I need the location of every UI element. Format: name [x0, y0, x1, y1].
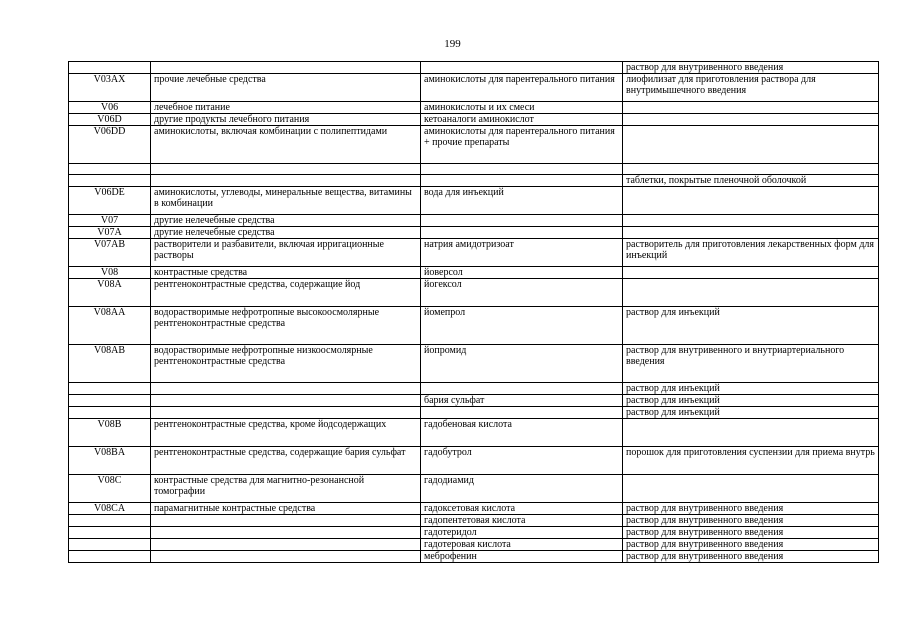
cell-form: раствор для инъекций — [623, 395, 879, 407]
cell-code — [69, 395, 151, 407]
table-row — [69, 175, 879, 187]
cell-code: V08BA — [69, 447, 151, 475]
cell-form: таблетки, покрытые пленочной оболочкой — [623, 175, 879, 187]
table-row — [69, 515, 879, 527]
cell-form — [623, 187, 879, 215]
cell-code — [69, 383, 151, 395]
table-row — [69, 114, 879, 126]
cell-code: V08B — [69, 419, 151, 447]
cell-form: раствор для внутривенного введения — [623, 527, 879, 539]
cell-form: раствор для внутривенного введения — [623, 539, 879, 551]
table-row — [69, 345, 879, 383]
cell-form — [623, 227, 879, 239]
cell-group: лечебное питание — [151, 102, 421, 114]
cell-drug: гадобутрол — [421, 447, 623, 475]
cell-code: V06DE — [69, 187, 151, 215]
cell-code — [69, 164, 151, 175]
cell-group — [151, 164, 421, 175]
table-row — [69, 126, 879, 164]
cell-group — [151, 551, 421, 563]
cell-form: порошок для приготовления суспензии для приема внутрь — [623, 447, 879, 475]
table-row — [69, 227, 879, 239]
table-row — [69, 407, 879, 419]
cell-group — [151, 527, 421, 539]
table-row — [69, 164, 879, 175]
cell-form: раствор для инъекций — [623, 307, 879, 345]
cell-drug: йогексол — [421, 279, 623, 307]
cell-drug — [421, 175, 623, 187]
cell-drug: йомепрол — [421, 307, 623, 345]
cell-drug — [421, 215, 623, 227]
cell-code — [69, 527, 151, 539]
cell-drug: аминокислоты и их смеси — [421, 102, 623, 114]
table-row — [69, 267, 879, 279]
cell-form: раствор для внутривенного введения — [623, 515, 879, 527]
cell-form — [623, 164, 879, 175]
table-row — [69, 239, 879, 267]
cell-drug — [421, 227, 623, 239]
cell-form: раствор для внутривенного введения — [623, 551, 879, 563]
cell-drug — [421, 407, 623, 419]
cell-code: V06DD — [69, 126, 151, 164]
cell-group: другие нелечебные средства — [151, 227, 421, 239]
cell-group — [151, 515, 421, 527]
cell-drug: гадобеновая кислота — [421, 419, 623, 447]
cell-form: раствор для внутривенного введения — [623, 62, 879, 74]
cell-form — [623, 419, 879, 447]
cell-code — [69, 175, 151, 187]
table-row — [69, 187, 879, 215]
table-row — [69, 503, 879, 515]
cell-form — [623, 475, 879, 503]
cell-code: V08A — [69, 279, 151, 307]
table-row — [69, 395, 879, 407]
table-row — [69, 279, 879, 307]
cell-code: V06 — [69, 102, 151, 114]
cell-drug — [421, 383, 623, 395]
cell-code: V03AX — [69, 74, 151, 102]
cell-group: аминокислоты, включая комбинации с полипептидами — [151, 126, 421, 164]
table-row — [69, 62, 879, 74]
cell-form: раствор для внутривенного и внутриартериального введения — [623, 345, 879, 383]
cell-form — [623, 279, 879, 307]
cell-group: контрастные средства — [151, 267, 421, 279]
cell-drug: вода для инъекций — [421, 187, 623, 215]
cell-drug: гадопентетовая кислота — [421, 515, 623, 527]
cell-code — [69, 515, 151, 527]
cell-code: V07AB — [69, 239, 151, 267]
cell-drug: натрия амидотризоат — [421, 239, 623, 267]
cell-group: прочие лечебные средства — [151, 74, 421, 102]
table-row — [69, 527, 879, 539]
cell-code: V08AA — [69, 307, 151, 345]
cell-group: растворители и разбавители, включая ирригационные растворы — [151, 239, 421, 267]
cell-group: парамагнитные контрастные средства — [151, 503, 421, 515]
page-number: 199 — [444, 38, 461, 50]
cell-code: V08CA — [69, 503, 151, 515]
cell-code: V07A — [69, 227, 151, 239]
cell-form: раствор для инъекций — [623, 407, 879, 419]
cell-form — [623, 126, 879, 164]
cell-drug: кетоаналоги аминокислот — [421, 114, 623, 126]
cell-code: V08AB — [69, 345, 151, 383]
table-row — [69, 475, 879, 503]
cell-group — [151, 395, 421, 407]
cell-code — [69, 539, 151, 551]
cell-code — [69, 551, 151, 563]
cell-group: водорастворимые нефротропные высокоосмолярные рентгеноконтрастные средства — [151, 307, 421, 345]
cell-code — [69, 407, 151, 419]
cell-code: V07 — [69, 215, 151, 227]
table-row — [69, 551, 879, 563]
cell-form: лиофилизат для приготовления раствора для внутримышечного введения — [623, 74, 879, 102]
cell-group — [151, 175, 421, 187]
cell-drug: гадодиамид — [421, 475, 623, 503]
cell-drug: гадотеридол — [421, 527, 623, 539]
cell-group: другие нелечебные средства — [151, 215, 421, 227]
cell-drug: йопромид — [421, 345, 623, 383]
cell-group — [151, 383, 421, 395]
cell-group — [151, 539, 421, 551]
atc-drug-table — [68, 61, 879, 563]
cell-group: контрастные средства для магнитно-резонансной томографии — [151, 475, 421, 503]
cell-group: рентгеноконтрастные средства, содержащие йод — [151, 279, 421, 307]
cell-drug — [421, 164, 623, 175]
cell-code: V08 — [69, 267, 151, 279]
cell-drug: бария сульфат — [421, 395, 623, 407]
cell-group: водорастворимые нефротропные низкоосмолярные рентгеноконтрастные средства — [151, 345, 421, 383]
cell-group — [151, 62, 421, 74]
table-body — [69, 62, 879, 563]
table-row — [69, 102, 879, 114]
cell-drug: гадотеровая кислота — [421, 539, 623, 551]
cell-form: раствор для внутривенного введения — [623, 503, 879, 515]
cell-drug: аминокислоты для парентерального питания — [421, 74, 623, 102]
cell-drug: йоверсол — [421, 267, 623, 279]
cell-form: раствор для инъекций — [623, 383, 879, 395]
cell-form — [623, 102, 879, 114]
cell-drug: меброфенин — [421, 551, 623, 563]
cell-drug — [421, 62, 623, 74]
cell-code: V08C — [69, 475, 151, 503]
cell-group: аминокислоты, углеводы, минеральные вещества, витамины в комбинации — [151, 187, 421, 215]
table-row — [69, 539, 879, 551]
cell-code: V06D — [69, 114, 151, 126]
cell-form: растворитель для приготовления лекарственных форм для инъекций — [623, 239, 879, 267]
cell-group: рентгеноконтрастные средства, кроме йодсодержащих — [151, 419, 421, 447]
cell-form — [623, 215, 879, 227]
cell-group — [151, 407, 421, 419]
table-row — [69, 419, 879, 447]
cell-group: рентгеноконтрастные средства, содержащие бария сульфат — [151, 447, 421, 475]
table-row — [69, 74, 879, 102]
table-row — [69, 383, 879, 395]
table-row — [69, 447, 879, 475]
cell-form — [623, 267, 879, 279]
cell-group: другие продукты лечебного питания — [151, 114, 421, 126]
table-row — [69, 307, 879, 345]
cell-drug: гадоксетовая кислота — [421, 503, 623, 515]
table-row — [69, 215, 879, 227]
cell-code — [69, 62, 151, 74]
cell-drug: аминокислоты для парентерального питания + прочие препараты — [421, 126, 623, 164]
cell-form — [623, 114, 879, 126]
